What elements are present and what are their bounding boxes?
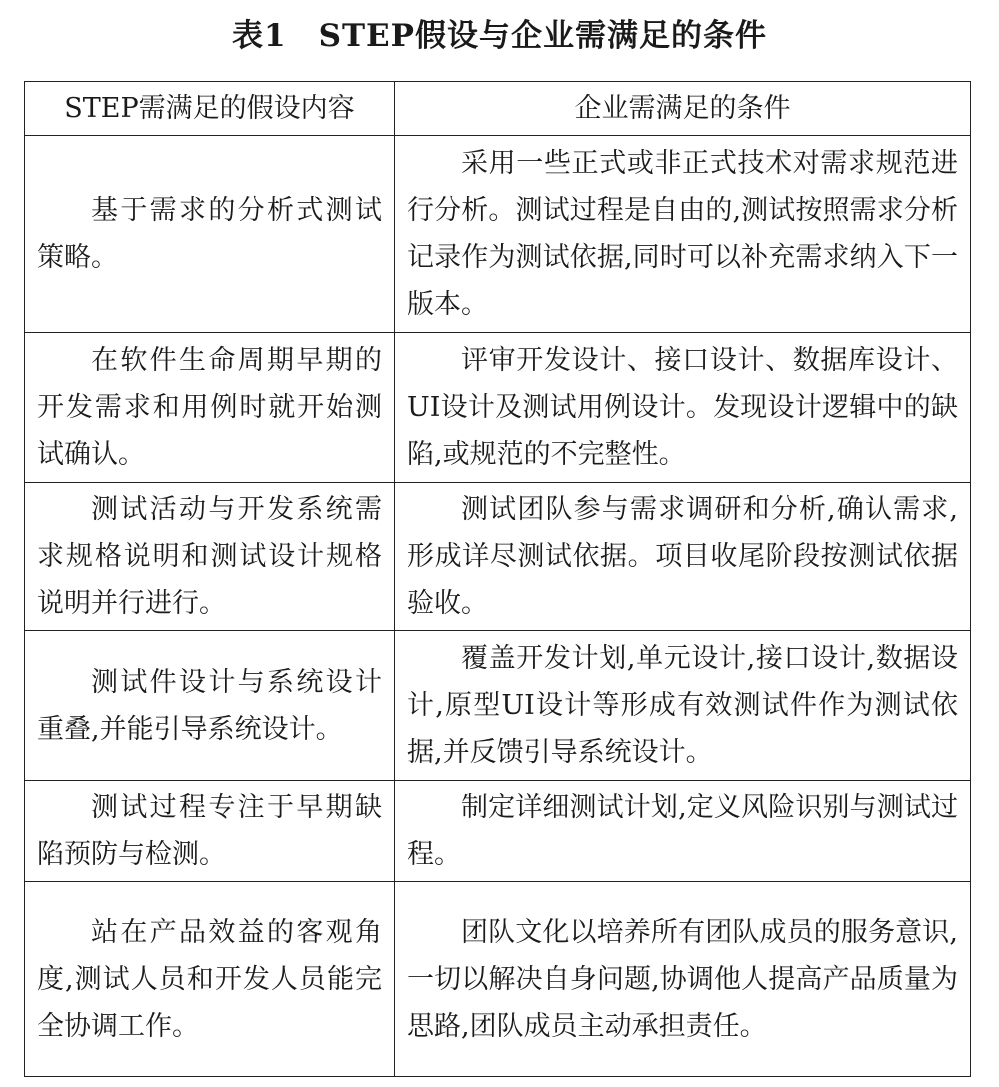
assumption-cell: 测试件设计与系统设计重叠,并能引导系统设计。: [25, 631, 395, 781]
assumption-cell: 测试活动与开发系统需求规格说明和测试设计规格说明并行进行。: [25, 483, 395, 631]
table-row: [25, 631, 971, 781]
step-conditions-table: [24, 81, 971, 1077]
condition-cell: 测试团队参与需求调研和分析,确认需求,形成详尽测试依据。项目收尾阶段按测试依据验收。: [395, 483, 971, 631]
table-row: [25, 781, 971, 882]
table-title: 表1 STEP假设与企业需满足的条件: [232, 18, 767, 54]
table-header-row: [25, 82, 971, 136]
assumption-cell: 测试过程专注于早期缺陷预防与检测。: [25, 781, 395, 882]
condition-cell: 覆盖开发计划,单元设计,接口设计,数据设计,原型UI设计等形成有效测试件作为测试依据,并反馈引导系统设计。: [395, 631, 971, 781]
condition-cell: 评审开发设计、接口设计、数据库设计、UI设计及测试用例设计。发现设计逻辑中的缺陷,或规范的不完整性。: [395, 333, 971, 483]
table-row: [25, 483, 971, 631]
assumption-cell: 基于需求的分析式测试策略。: [25, 136, 395, 333]
table-row: [25, 136, 971, 333]
column-header-assumption: STEP需满足的假设内容: [25, 82, 395, 136]
table-row: [25, 333, 971, 483]
column-header-condition: 企业需满足的条件: [395, 82, 971, 136]
assumption-cell: 站在产品效益的客观角度,测试人员和开发人员能完全协调工作。: [25, 882, 395, 1077]
condition-cell: 采用一些正式或非正式技术对需求规范进行分析。测试过程是自由的,测试按照需求分析记录作为测试依据,同时可以补充需求纳入下一版本。: [395, 136, 971, 333]
assumption-cell: 在软件生命周期早期的开发需求和用例时就开始测试确认。: [25, 333, 395, 483]
table-row: [25, 882, 971, 1077]
condition-cell: 制定详细测试计划,定义风险识别与测试过程。: [395, 781, 971, 882]
condition-cell: 团队文化以培养所有团队成员的服务意识,一切以解决自身问题,协调他人提高产品质量为思路,团队成员主动承担责任。: [395, 882, 971, 1077]
